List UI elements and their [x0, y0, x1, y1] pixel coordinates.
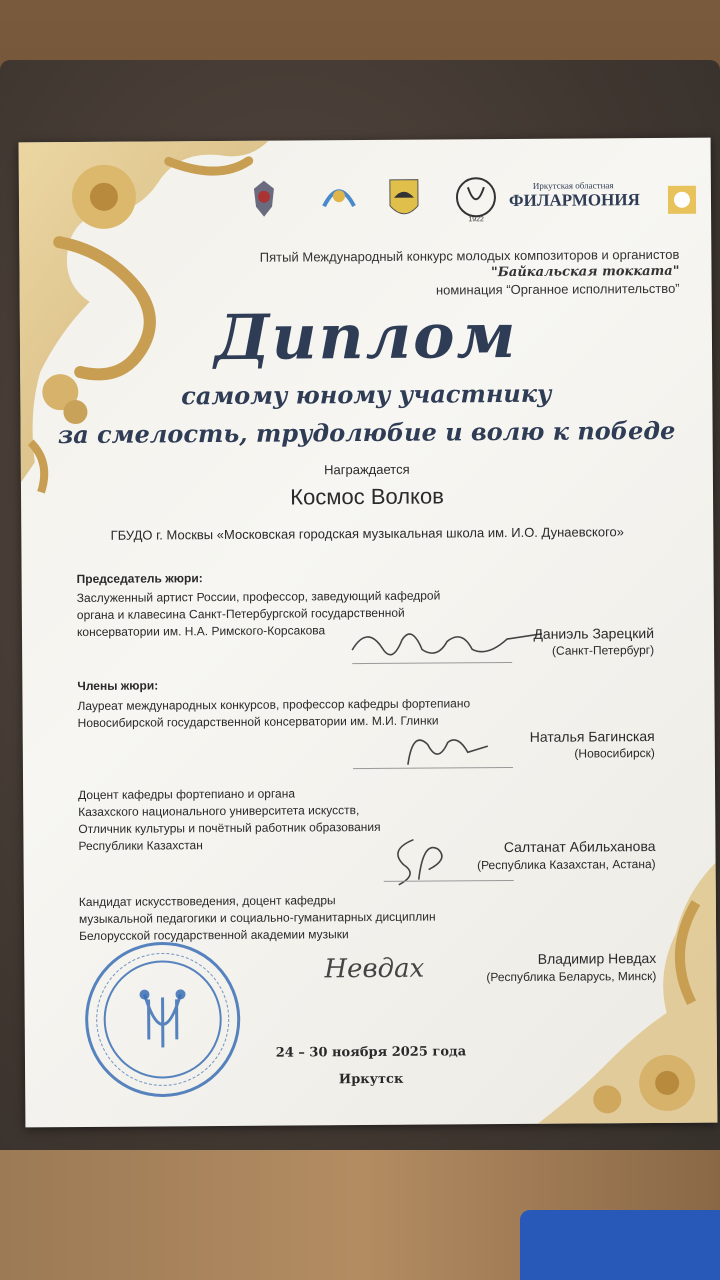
awarded-label: Награждается: [324, 461, 410, 478]
svg-text:1922: 1922: [468, 216, 484, 224]
member2-name: Салтанат Абильханова: [503, 837, 656, 856]
member1-name: Наталья Багинская: [529, 728, 655, 745]
recipient-name: Космос Волков: [290, 483, 444, 510]
ministry-logo-icon: [314, 176, 364, 224]
member2-description: Доцент кафедры фортепиано и органа Казахского национального университета искусств, Отличник культуры и почётный работник образования Республики Казахстан: [78, 786, 381, 854]
subtitle-2: за смелость, трудолюбие и волю к победе: [57, 415, 676, 450]
event-city: Иркутск: [338, 1071, 404, 1088]
member3-description: Кандидат искусствоведения, доцент кафедры музыкальной педагогики и социально-гуманитарных дисциплин Белорусской государственной академии музыки: [78, 893, 436, 944]
chair-name: Даниэль Зарецкий: [533, 625, 655, 642]
member3-name: Владимир Невдах: [537, 949, 657, 967]
lyre-logo-icon: [454, 175, 498, 223]
logos-row: [244, 174, 704, 237]
diploma-paper: [19, 138, 718, 1128]
chair-label: Председатель жюри:: [76, 571, 203, 587]
event-dates: 24 – 30 ноября 2025 года: [275, 1044, 467, 1061]
members-label: Члены жюри:: [77, 678, 159, 694]
subtitle-1: самому юному участнику: [181, 378, 552, 411]
member1-description: Лауреат международных конкурсов, профессор кафедры фортепиано Новосибирской государственной консерватории им. М.И. Глинки: [77, 696, 471, 731]
member3-city: (Республика Беларусь, Минск): [486, 968, 657, 985]
signature-member3-icon: [324, 944, 484, 990]
diploma-title: Диплом: [214, 298, 518, 375]
philharmonic-logo: Иркутская областная ФИЛАРМОНИЯ: [508, 180, 640, 211]
school-name: ГБУДО г. Москвы «Московская городская музыкальная школа им. И.О. Дунаевского»: [110, 524, 625, 543]
svg-text:Невдах: Невдах: [324, 953, 425, 985]
member1-city: (Новосибирск): [574, 746, 655, 761]
chair-description: Заслуженный артист России, профессор, заведующий кафедрой органа и клавесина Санкт-Петербургской государственной консерватории им. Н.А. Римского-Корсакова: [76, 588, 441, 640]
russia-emblem-icon: [244, 177, 284, 225]
contest-info: Пятый Международный конкурс молодых композиторов и органистов "Байкальская токката" номинация “Органное исполнительство”: [259, 246, 680, 298]
organ-hall-logo-icon: [664, 182, 700, 218]
chair-city: (Санкт-Петербург): [551, 643, 655, 658]
irkutsk-coat-of-arms-icon: [384, 176, 424, 224]
blue-object: [520, 1210, 720, 1280]
member2-city: (Республика Казахстан, Астана): [477, 856, 656, 873]
